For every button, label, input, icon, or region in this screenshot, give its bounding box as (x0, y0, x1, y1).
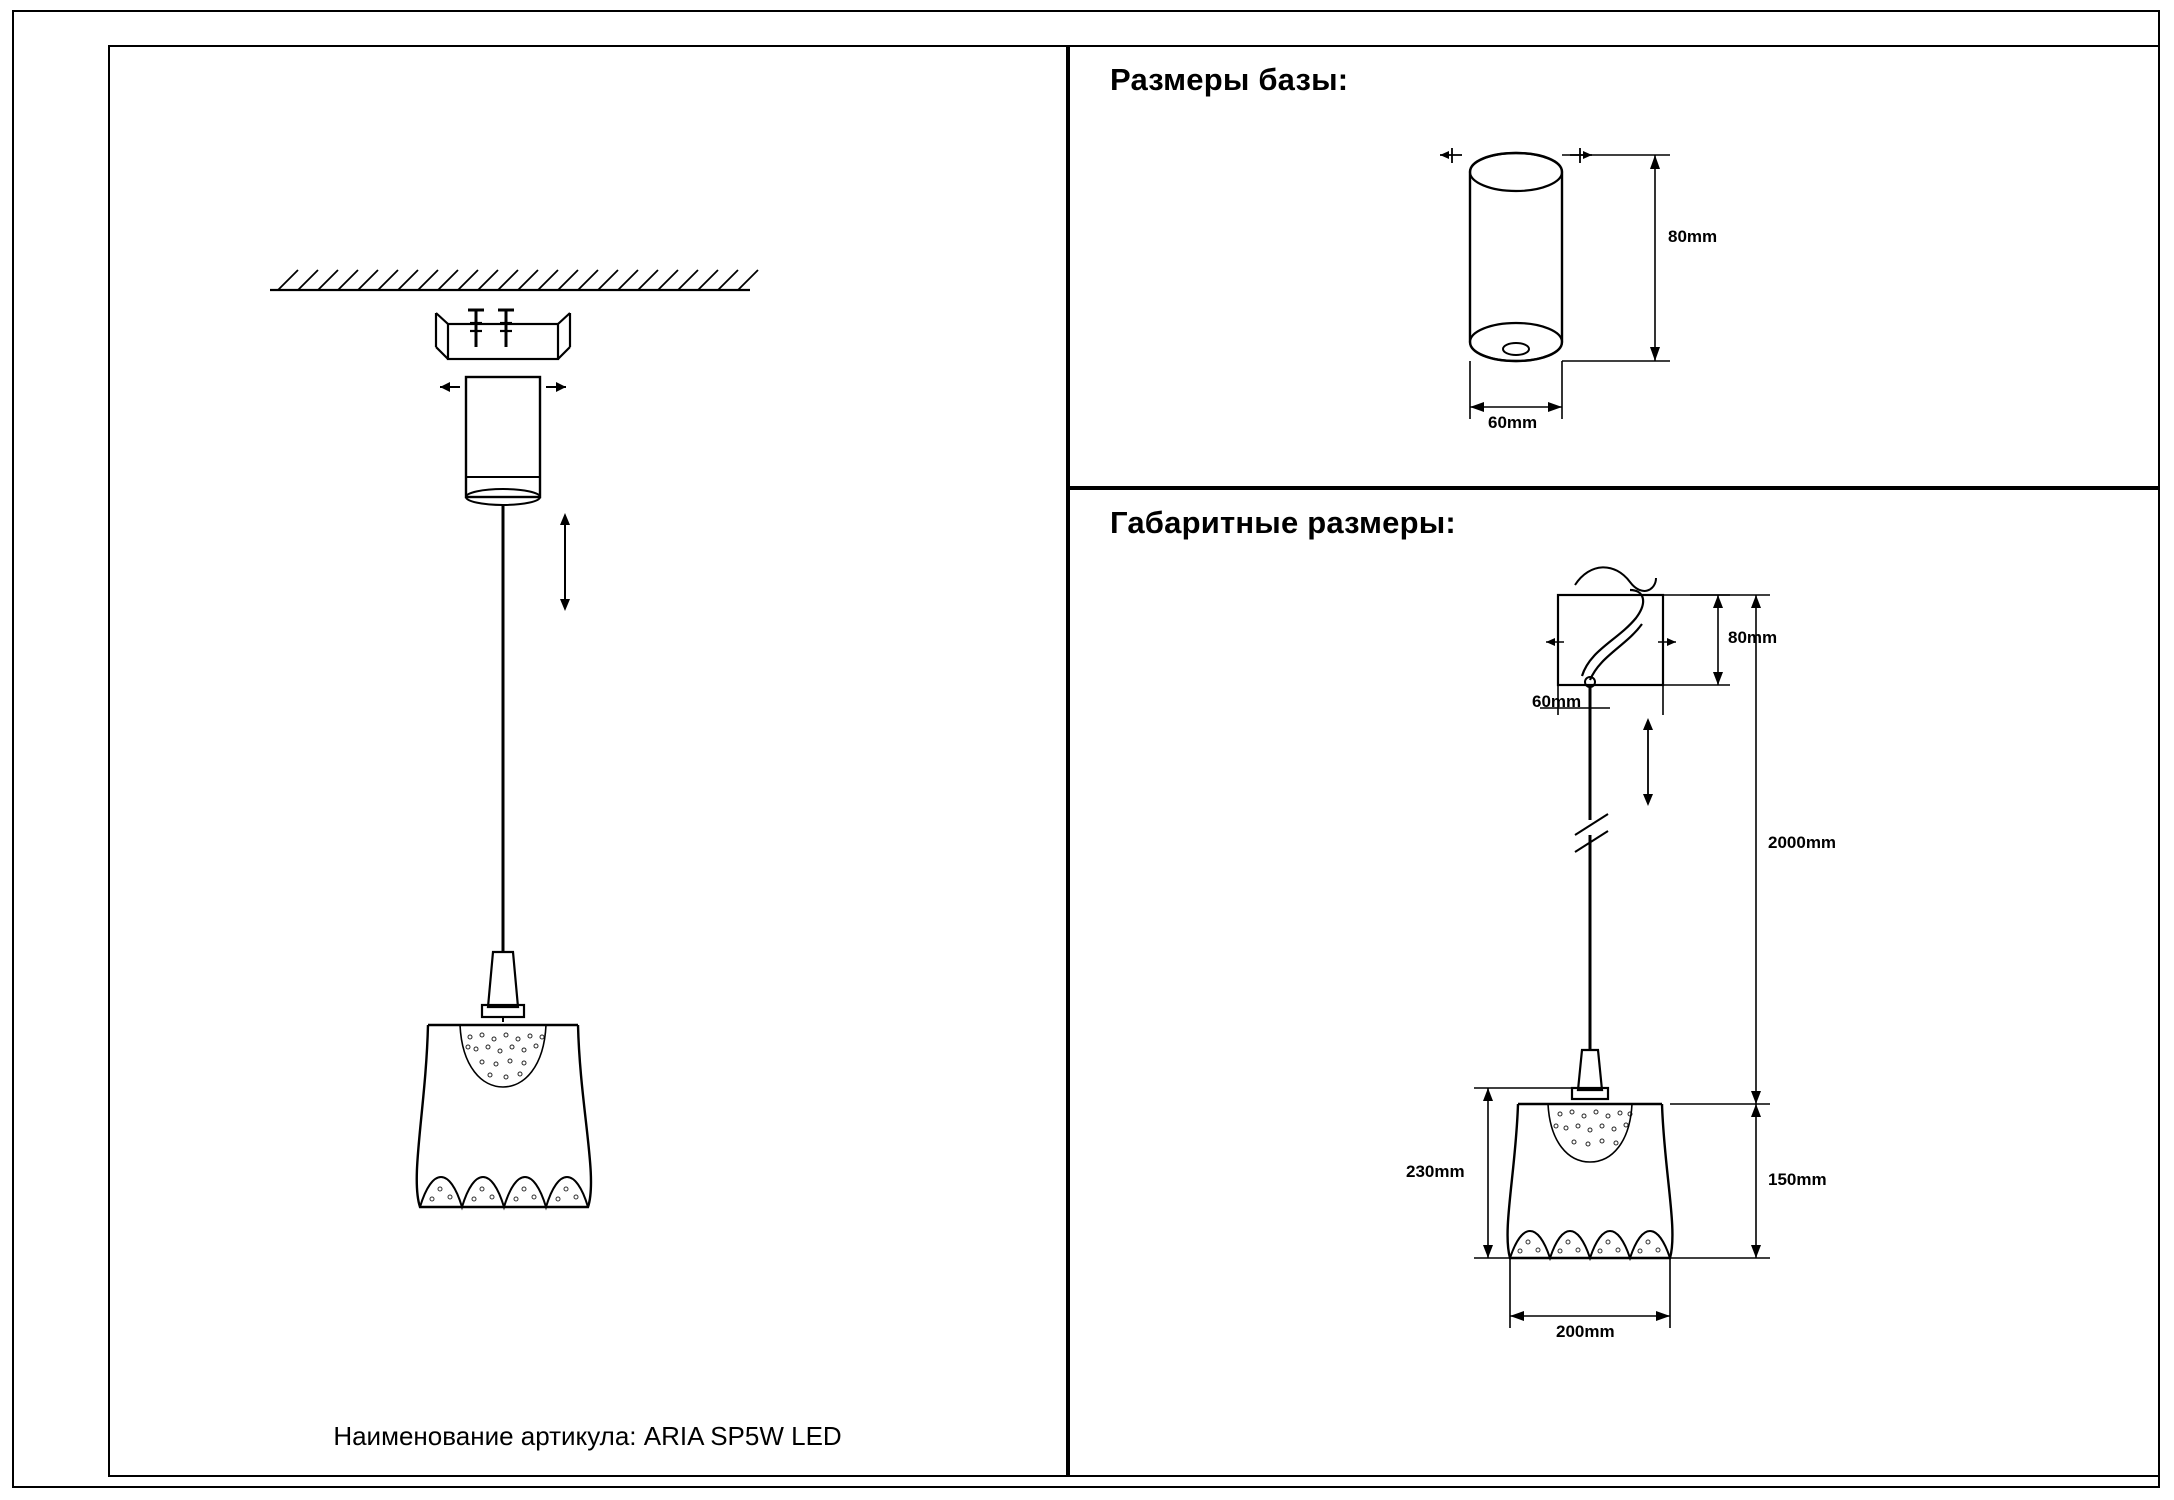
diameter-dimension (1470, 361, 1562, 419)
overall-base-width-label: 60mm (1532, 692, 1582, 711)
base-cylinder-icon (466, 377, 540, 505)
base-cylinder-icon (1470, 153, 1562, 361)
mount-bracket-icon (436, 309, 570, 359)
height-dimension (1562, 155, 1670, 361)
fixture-height-dimension (1474, 1088, 1572, 1258)
cord-adjust-arrow-icon (1643, 718, 1653, 806)
shade-width-dimension (1510, 1258, 1670, 1328)
fixture-height-label: 230mm (1406, 1162, 1465, 1181)
shade-height-label: 150mm (1768, 1170, 1827, 1189)
overall-dimension-drawing (1070, 490, 2162, 1479)
base-dimension-drawing (1070, 47, 2162, 490)
shade-width-label: 200mm (1556, 1322, 1615, 1341)
overall-dimensions-title: Габаритные размеры: (1110, 505, 1456, 540)
installation-drawing (110, 47, 1070, 1479)
base-height-label: 80mm (1668, 227, 1718, 246)
panel-overall-dimensions (1068, 488, 2160, 1477)
ceiling-hatch-icon (278, 270, 758, 290)
cord-adjust-arrow-icon (560, 513, 570, 611)
base-dimensions-title: Размеры базы: (1110, 62, 1349, 97)
double-arrow-icon (440, 382, 566, 392)
base-diameter-label: 60mm (1488, 413, 1538, 432)
panel-installation-view (108, 45, 1068, 1477)
overall-base-height-label: 80mm (1728, 628, 1778, 647)
cord-length-dimension (1670, 595, 1770, 1104)
cord-length-label: 2000mm (1768, 833, 1837, 852)
panel-base-dimensions (1068, 45, 2160, 488)
glass-shade-icon (417, 1017, 591, 1207)
glass-shade-icon (1508, 1104, 1673, 1258)
article-name-caption: Наименование артикула: ARIA SP5W LED (333, 1421, 842, 1451)
shade-height-dimension (1670, 1104, 1770, 1258)
